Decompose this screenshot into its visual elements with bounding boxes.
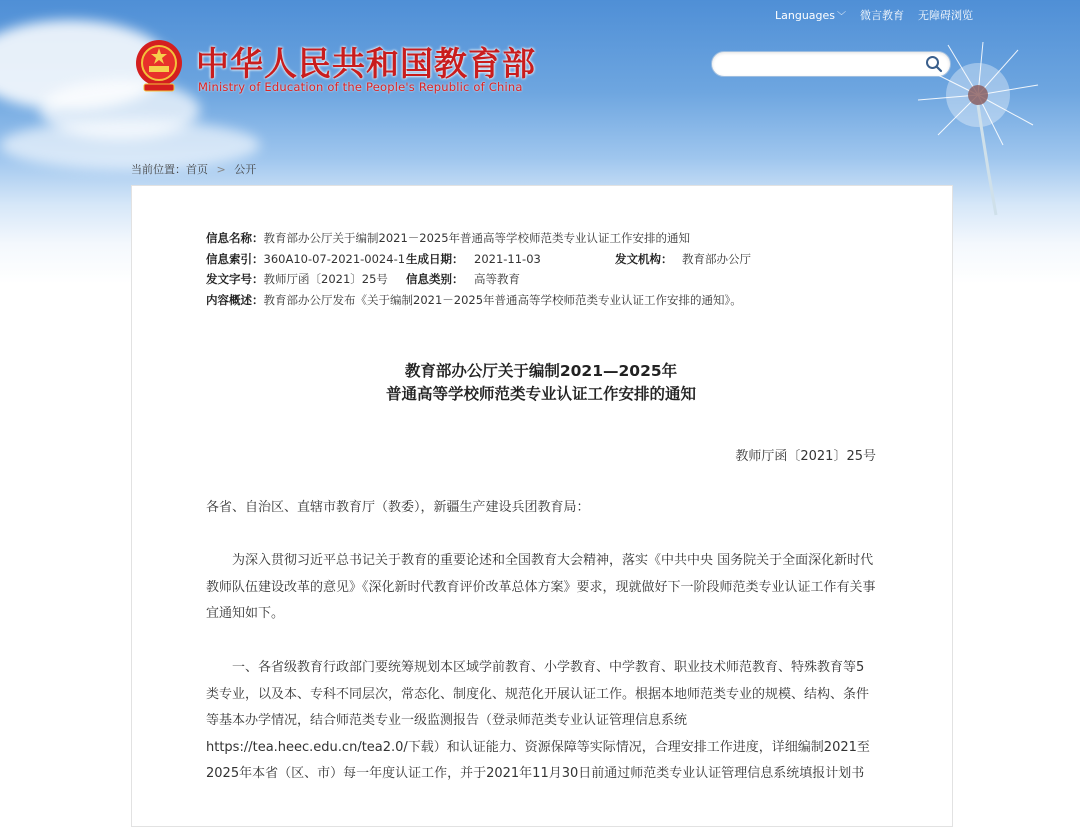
chevron-down-icon[interactable]: ﹀ [837, 11, 847, 22]
info-label: 内容概述： [206, 292, 264, 307]
info-label: 信息类别： [406, 272, 464, 286]
info-row-summary [206, 290, 742, 311]
site-subtitle: Ministry of Education of the People's Republic of China [198, 80, 523, 94]
info-value: 教育部办公厅发布《关于编制2021－2025年普通高等学校师范类专业认证工作安排的通知》。 [263, 292, 742, 307]
document-title-line: 普通高等学校师范类专业认证工作安排的通知 [385, 385, 696, 403]
document-title [206, 360, 876, 406]
document-title-line: 教育部办公厅关于编制2021—2025年 [404, 362, 678, 380]
salutation: 各省、自治区、直辖市教育厅（教委），新疆生产建设兵团教育局： [206, 500, 590, 515]
document-number: 教师厅函〔2021〕25号 [735, 449, 876, 464]
weiyan-link[interactable]: 微言教育 [860, 9, 905, 22]
info-row-index [206, 249, 751, 270]
breadcrumb-home-link[interactable]: 首页 [186, 163, 208, 176]
breadcrumb-current[interactable]: 公开 [234, 163, 257, 176]
info-value: 教育部办公厅 [682, 251, 751, 266]
info-label: 发文机构： [615, 251, 673, 266]
info-value: 教师厅函〔2021〕25号 [263, 272, 388, 286]
languages-link[interactable]: Languages [775, 8, 836, 22]
info-label: 信息名称： [206, 231, 264, 245]
info-label: 生成日期： [406, 251, 464, 266]
info-row-name [206, 228, 742, 249]
info-value: 教育部办公厅关于编制2021－2025年普通高等学校师范类专业认证工作安排的通知 [263, 231, 691, 245]
info-label: 发文字号： [206, 272, 264, 286]
info-value: 高等教育 [474, 272, 520, 286]
paragraph: 为深入贯彻习近平总书记关于教育的重要论述和全国教育大会精神，落实《中共中央 国务院关于全面深化新时代教师队伍建设改革的意见》《深化新时代教育评价改革总体方案》要求，现就做好下一阶段师范类专业认证工作有关事宜通知如下。 [206, 553, 876, 621]
breadcrumb [131, 161, 261, 177]
national-emblem-icon [134, 38, 184, 94]
info-row-docno [206, 269, 742, 290]
info-value: 2021-11-03 [474, 251, 541, 266]
accessibility-link[interactable]: 无障碍浏览 [918, 9, 974, 22]
info-label: 信息索引： [206, 251, 264, 266]
breadcrumb-prefix: 当前位置： [131, 163, 186, 176]
info-table [206, 228, 751, 310]
info-value: 360A10-07-2021-0024-1 [263, 251, 406, 266]
paragraph: 一、各省级教育行政部门要统筹规划本区域学前教育、小学教育、中学教育、职业技术师范教育、特殊教育等5类专业，以及本、专科不同层次，常态化、制度化、规范化开展认证工作。根据本地师范类专业的规模、结构、条件等基本办学情况，结合师范类专业一级监测报告（登录师范类专业认证管理信息系统https://tea.heec.edu.cn/tea2.0/下载）和认证能力、资源保障等实际情况，合理安排工作进度，详细编制2021至2025年本省（区、市）每一年度认证工作，并于2021年11月30日前通过师范类专业认证管理信息系统填报计划书 [206, 660, 870, 781]
search-input[interactable] [724, 52, 928, 76]
chevron-right-icon: > [216, 163, 226, 176]
site-title[interactable]: 中华人民共和国教育部 [196, 44, 536, 83]
top-links [775, 7, 973, 23]
